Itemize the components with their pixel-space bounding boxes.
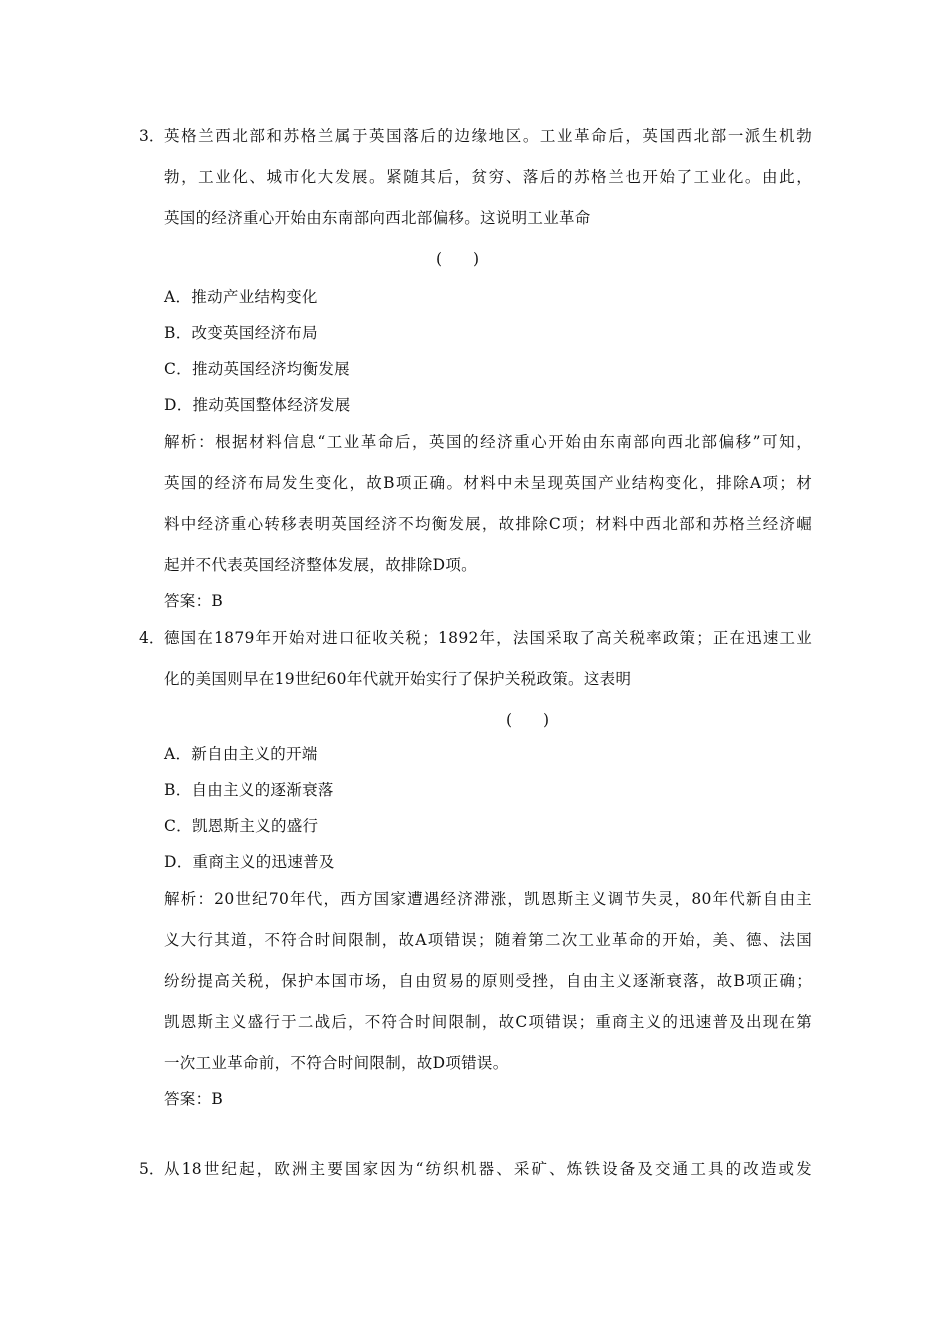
question-3-stem-line-2: 勃，工业化、城市化大发展。紧随其后，贫穷、落后的苏格兰也开始了工业化。由此， — [164, 168, 812, 186]
question-4-analysis-line-4: 凯恩斯主义盛行于二战后，不符合时间限制，故C项错误；重商主义的迅速普及出现在第 — [164, 1013, 812, 1031]
question-3-stem-line-1: 英格兰西北部和苏格兰属于英国落后的边缘地区。工业革命后，英国西北部一派生机勃 — [164, 127, 812, 145]
question-5-stem-line-1: 从18世纪起，欧洲主要国家因为“纺织机器、采矿、炼铁设备及交通工具的改造或发 — [164, 1160, 812, 1178]
question-4-option-d: D．重商主义的迅速普及 — [164, 853, 335, 871]
question-4-option-a: A．新自由主义的开端 — [164, 745, 318, 763]
question-4-stem-line-1: 德国在1879年开始对进口征收关税；1892年，法国采取了高关税率政策；正在迅速工业 — [164, 629, 812, 647]
question-3-analysis-line-1: 解析：根据材料信息“工业革命后，英国的经济重心开始由东南部向西北部偏移”可知， — [164, 433, 812, 451]
question-3-analysis-line-4: 起并不代表英国经济整体发展，故排除D项。 — [164, 556, 477, 574]
question-3-number: 3． — [139, 127, 165, 145]
question-4-option-c: C．凯恩斯主义的盛行 — [164, 817, 319, 835]
question-4-answer-blank: ( ) — [506, 711, 550, 729]
question-4-analysis-line-2: 义大行其道，不符合时间限制，故A项错误；随着第二次工业革命的开始，美、德、法国 — [164, 931, 812, 949]
question-4-answer: 答案：B — [164, 1090, 224, 1108]
question-3-option-a: A．推动产业结构变化 — [164, 288, 318, 306]
question-3-answer: 答案：B — [164, 592, 224, 610]
question-4-analysis-line-1: 解析：20世纪70年代，西方国家遭遇经济滞涨，凯恩斯主义调节失灵，80年代新自由主 — [164, 890, 812, 908]
question-3-stem-line-3: 英国的经济重心开始由东南部向西北部偏移。这说明工业革命 — [164, 209, 591, 227]
question-4-analysis-line-3: 纷纷提高关税，保护本国市场，自由贸易的原则受挫，自由主义逐渐衰落，故B项正确； — [164, 972, 812, 990]
question-3-analysis-line-3: 料中经济重心转移表明英国经济不均衡发展，故排除C项；材料中西北部和苏格兰经济崛 — [164, 515, 812, 533]
question-4-option-b: B．自由主义的逐渐衰落 — [164, 781, 334, 799]
question-3-option-c: C．推动英国经济均衡发展 — [164, 360, 350, 378]
question-3-analysis-line-2: 英国的经济布局发生变化，故B项正确。材料中未呈现英国产业结构变化，排除A项；材 — [164, 474, 812, 492]
question-3-option-b: B．改变英国经济布局 — [164, 324, 318, 342]
question-4-analysis-line-5: 一次工业革命前，不符合时间限制，故D项错误。 — [164, 1054, 509, 1072]
question-5-number: 5． — [139, 1160, 165, 1178]
question-3-answer-blank: ( ) — [436, 250, 480, 268]
question-4-stem-line-2: 化的美国则早在19世纪60年代就开始实行了保护关税政策。这表明 — [164, 670, 632, 688]
question-3-option-d: D．推动英国整体经济发展 — [164, 396, 351, 414]
question-4-number: 4． — [139, 629, 165, 647]
